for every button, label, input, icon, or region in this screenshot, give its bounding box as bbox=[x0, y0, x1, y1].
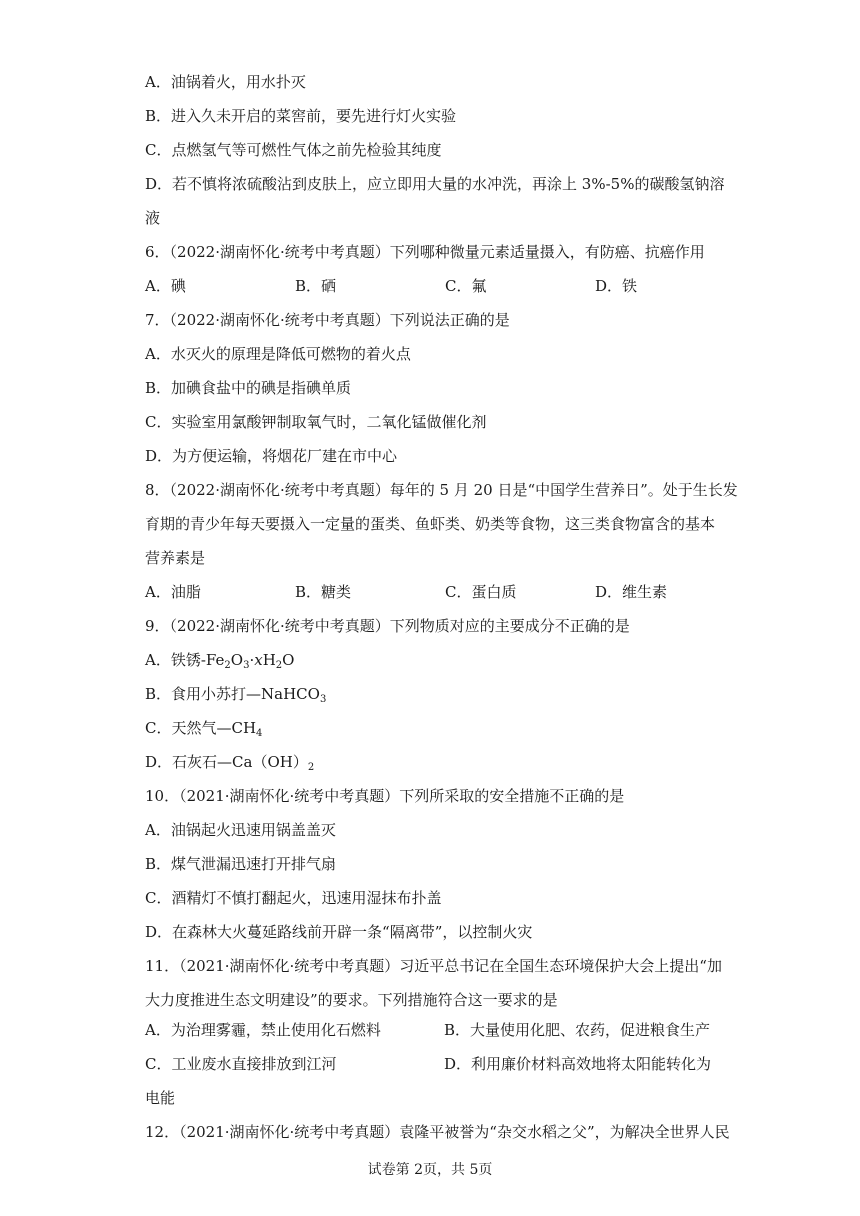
q8-option-b: B．糖类 bbox=[295, 583, 352, 601]
q11-stem-line2: 大力度推进生态文明建设”的要求。下列措施符合这一要求的是 bbox=[145, 991, 558, 1009]
q9-stem: 9．（2022·湖南怀化·统考中考真题）下列物质对应的主要成分不正确的是 bbox=[145, 617, 630, 635]
q8-option-c: C．蛋白质 bbox=[445, 583, 517, 601]
q10-option-b: B．煤气泄漏迅速打开排气扇 bbox=[145, 855, 337, 873]
q11-option-c: C．工业废水直接排放到江河 bbox=[145, 1055, 337, 1073]
page-footer: 试卷第 2页，共 5页 bbox=[367, 1162, 493, 1178]
q11-option-d: D．利用廉价材料高效地将太阳能转化为 bbox=[444, 1055, 712, 1073]
q7-option-c: C．实验室用氯酸钾制取氧气时，二氧化锰做催化剂 bbox=[145, 413, 487, 431]
q7-stem: 7．（2022·湖南怀化·统考中考真题）下列说法正确的是 bbox=[145, 311, 510, 329]
q10-option-a: A．油锅起火迅速用锅盖盖灭 bbox=[145, 821, 336, 839]
q8-stem-line1: 8．（2022·湖南怀化·统考中考真题）每年的 5 月 20 日是“中国学生营养日”。处于生长发 bbox=[145, 481, 738, 499]
q7-option-b: B．加碘食盐中的碘是指碘单质 bbox=[145, 379, 352, 397]
q5-option-a: A．油锅着火，用水扑灭 bbox=[145, 73, 306, 91]
q9-option-c: C．天然气$—CH_4$ bbox=[145, 719, 263, 739]
q7-option-a: A．水灭火的原理是降低可燃物的着火点 bbox=[145, 345, 411, 363]
q10-option-d: D．在森林大火蔓延路线前开辟一条“隔离带”，以控制火灾 bbox=[145, 923, 533, 941]
q12-stem-line1: 12．（2021·湖南怀化·统考中考真题）袁隆平被誉为“杂交水稻之父”，为解决全世界人民 bbox=[145, 1123, 730, 1141]
q10-option-c: C．酒精灯不慎打翻起火，迅速用湿抹布扑盖 bbox=[145, 889, 442, 907]
q11-option-b: B．大量使用化肥、农药，促进粮食生产 bbox=[444, 1021, 711, 1039]
q5-option-d: D．若不慎将浓硫酸沾到皮肤上，应立即用大量的水冲洗，再涂上 3%-5%的碳酸氢钠溶 bbox=[145, 175, 725, 193]
q6-option-b: B．硒 bbox=[295, 277, 337, 295]
q8-option-d: D．维生素 bbox=[595, 583, 668, 601]
q8-stem-line3: 营养素是 bbox=[145, 549, 206, 567]
q9-option-b: B．食用小苏打—NaHCO$_3$ bbox=[145, 685, 327, 705]
q9-option-a: A．铁锈$-Fe_2O_3\cdot xH_2O$ bbox=[145, 651, 295, 671]
q5-option-b: B．进入久未开启的菜窖前，要先进行灯火实验 bbox=[145, 107, 457, 125]
q7-option-d: D．为方便运输，将烟花厂建在市中心 bbox=[145, 447, 398, 465]
q6-option-a: A．碘 bbox=[145, 277, 186, 295]
q6-option-d: D．铁 bbox=[595, 277, 638, 295]
q5-option-c: C．点燃氢气等可燃性气体之前先检验其纯度 bbox=[145, 141, 442, 159]
q9-option-d: D．石灰石$—Ca(OH)_2$ bbox=[145, 753, 315, 773]
q11-stem-line1: 11．（2021·湖南怀化·统考中考真题）习近平总书记在全国生态环境保护大会上提出“加 bbox=[145, 957, 722, 975]
q8-option-a: A．油脂 bbox=[145, 583, 201, 601]
q11-option-a: A．为治理雾霾，禁止使用化石燃料 bbox=[145, 1021, 381, 1039]
q6-option-c: C．氟 bbox=[445, 277, 487, 295]
q8-stem-line2: 育期的青少年每天要摄入一定量的蛋类、鱼虾类、奶类等食物，这三类食物富含的基本 bbox=[145, 515, 716, 533]
q6-stem: 6．（2022·湖南怀化·统考中考真题）下列哪种微量元素适量摄入，有防癌、抗癌作用 bbox=[145, 243, 705, 261]
q11-option-d-continued: 电能 bbox=[145, 1089, 176, 1107]
q10-stem: 10．（2021·湖南怀化·统考中考真题）下列所采取的安全措施不正确的是 bbox=[145, 787, 625, 805]
q5-option-d-continued: 液 bbox=[145, 209, 161, 227]
